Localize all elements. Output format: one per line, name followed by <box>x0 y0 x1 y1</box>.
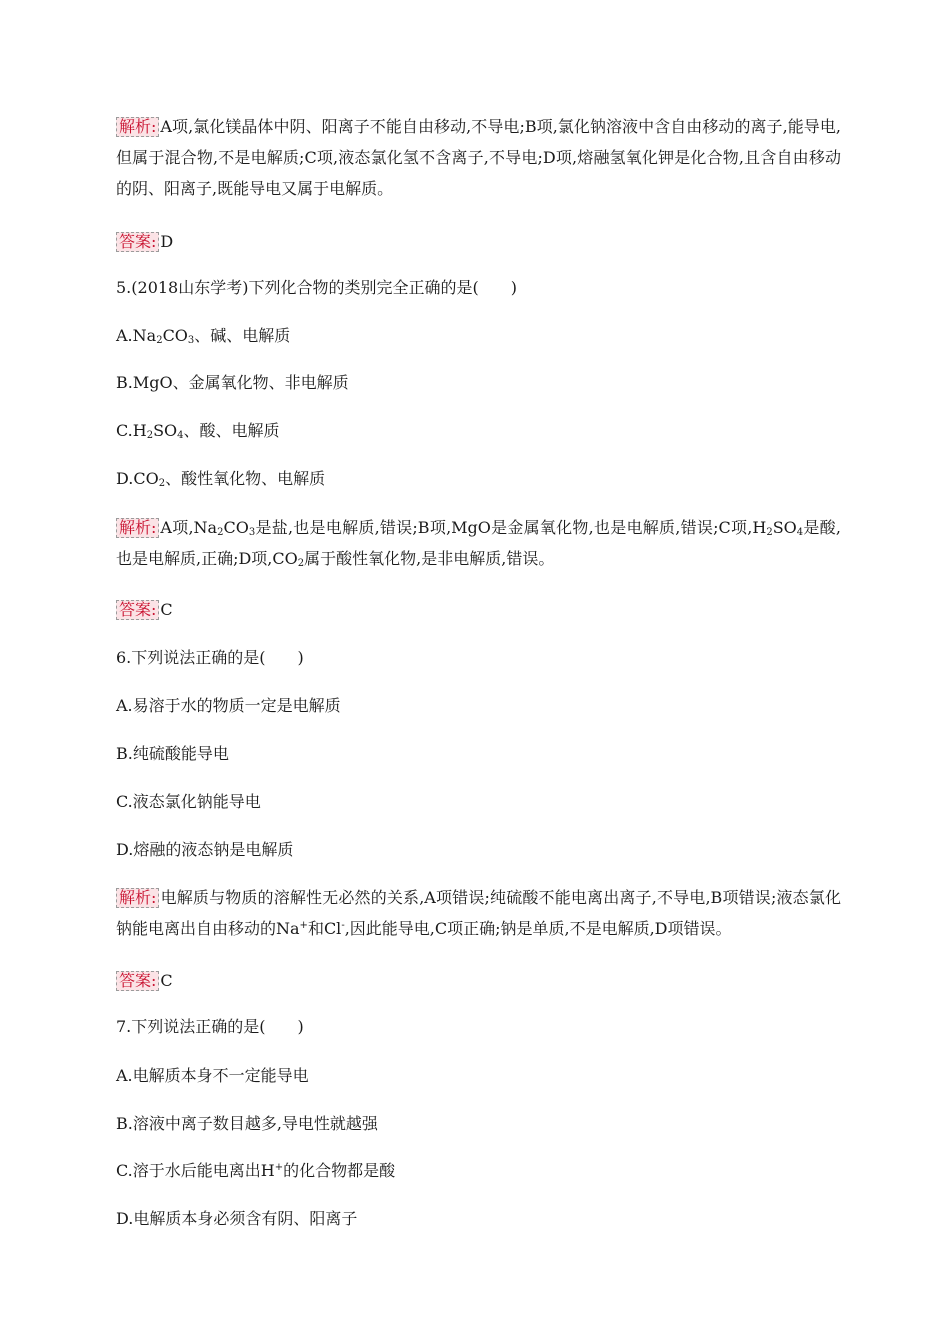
q7-option-d: D.电解质本身必须含有阴、阳离子 <box>116 1209 358 1228</box>
q7-option-b: B.溶液中离子数目越多,导电性就越强 <box>116 1114 378 1133</box>
q6-answer <box>116 971 841 991</box>
q5-analysis-text: CO <box>223 518 249 537</box>
q5-analysis-text: SO <box>772 518 797 537</box>
subscript: 2 <box>156 335 163 346</box>
superscript: + <box>299 920 308 931</box>
subscript: 4 <box>796 527 804 538</box>
q7-option-a: A.电解质本身不一定能导电 <box>116 1066 309 1085</box>
q6-option-b: B.纯硫酸能导电 <box>116 744 229 763</box>
q5-answer-value: C <box>160 600 173 619</box>
q6-analysis <box>116 882 841 944</box>
q7-option-c-text: C.溶于水后能电离出H <box>116 1161 275 1180</box>
answer-tag: 答案: <box>116 600 159 620</box>
analysis-tag: 解析: <box>116 117 159 137</box>
q5-analysis-text: 是酸,也是电解质,正确;D项,CO <box>116 518 841 568</box>
q6-answer-value: C <box>160 971 173 990</box>
q5-analysis-text: 是盐,也是电解质,错误;B项,MgO是金属氧化物,也是电解质,错误;C项,H <box>255 518 767 537</box>
subscript: 4 <box>177 430 184 441</box>
q4-answer <box>116 232 841 252</box>
q5-answer <box>116 600 841 620</box>
answer-tag: 答案: <box>116 971 159 991</box>
q5-option-d-text: 、酸性氧化物、电解质 <box>165 469 326 488</box>
q5-analysis-text: 属于酸性氧化物,是非电解质,错误。 <box>304 549 555 568</box>
q5-analysis-text: A项,Na <box>160 518 218 537</box>
q5-stem: 5.(2018山东学考)下列化合物的类别完全正确的是( ) <box>116 278 517 297</box>
q5-option-c-text: SO <box>153 421 178 440</box>
q5-option-a-text: A.Na <box>116 326 157 345</box>
q6-analysis-text: 和Cl <box>307 919 342 938</box>
q7-option-c-text: 的化合物都是酸 <box>283 1161 396 1180</box>
analysis-tag: 解析: <box>116 518 159 538</box>
subscript: 2 <box>297 558 305 569</box>
subscript: 2 <box>766 527 773 538</box>
q5-option-c-text: 、酸、电解质 <box>183 421 280 440</box>
q5-option-c-text: C.H <box>116 421 147 440</box>
subscript: 2 <box>217 527 224 538</box>
q5-option-d-text: D.CO <box>116 469 159 488</box>
q4-answer-value: D <box>160 232 174 251</box>
superscript: - <box>341 920 345 931</box>
subscript: 2 <box>158 478 166 489</box>
subscript: 2 <box>146 430 154 441</box>
q6-option-a: A.易溶于水的物质一定是电解质 <box>116 696 341 715</box>
q7-option-c <box>116 1163 841 1179</box>
q5-option-a-text: 、碱、电解质 <box>194 326 291 345</box>
q5-option-a <box>116 328 841 344</box>
q5-option-d <box>116 471 841 487</box>
q6-option-d: D.熔融的液态钠是电解质 <box>116 840 294 859</box>
q5-option-a-text: CO <box>162 326 188 345</box>
q4-analysis <box>116 111 841 204</box>
q6-analysis-text: ,因此能导电,C项正确;钠是单质,不是电解质,D项错误。 <box>344 919 732 938</box>
q4-analysis-text: A项,氯化镁晶体中阴、阳离子不能自由移动,不导电;B项,氯化钠溶液中含自由移动的离子,能导电,但属于混合物,不是电解质;C项,液态氯化氢不含离子,不导电;D项,熔融氢氧化钾是化合物,且含自由移动的阴、阳离子,既能导电又属于电解质。 <box>116 117 841 198</box>
subscript: 3 <box>187 335 195 346</box>
superscript: + <box>274 1162 284 1173</box>
q6-stem: 6.下列说法正确的是( ) <box>116 648 304 667</box>
q6-analysis-text: 电解质与物质的溶解性无必然的关系,A项错误;纯硫酸不能电离出离子,不导电,B项错误;液态氯化钠能电离出自由移动的Na <box>116 888 841 938</box>
q5-option-c <box>116 423 841 439</box>
analysis-tag: 解析: <box>116 888 159 908</box>
q5-option-b: B.MgO、金属氧化物、非电解质 <box>116 373 349 392</box>
q6-option-c: C.液态氯化钠能导电 <box>116 792 261 811</box>
answer-tag: 答案: <box>116 232 159 252</box>
q5-analysis <box>116 512 841 574</box>
q7-stem: 7.下列说法正确的是( ) <box>116 1017 304 1036</box>
subscript: 3 <box>248 527 256 538</box>
